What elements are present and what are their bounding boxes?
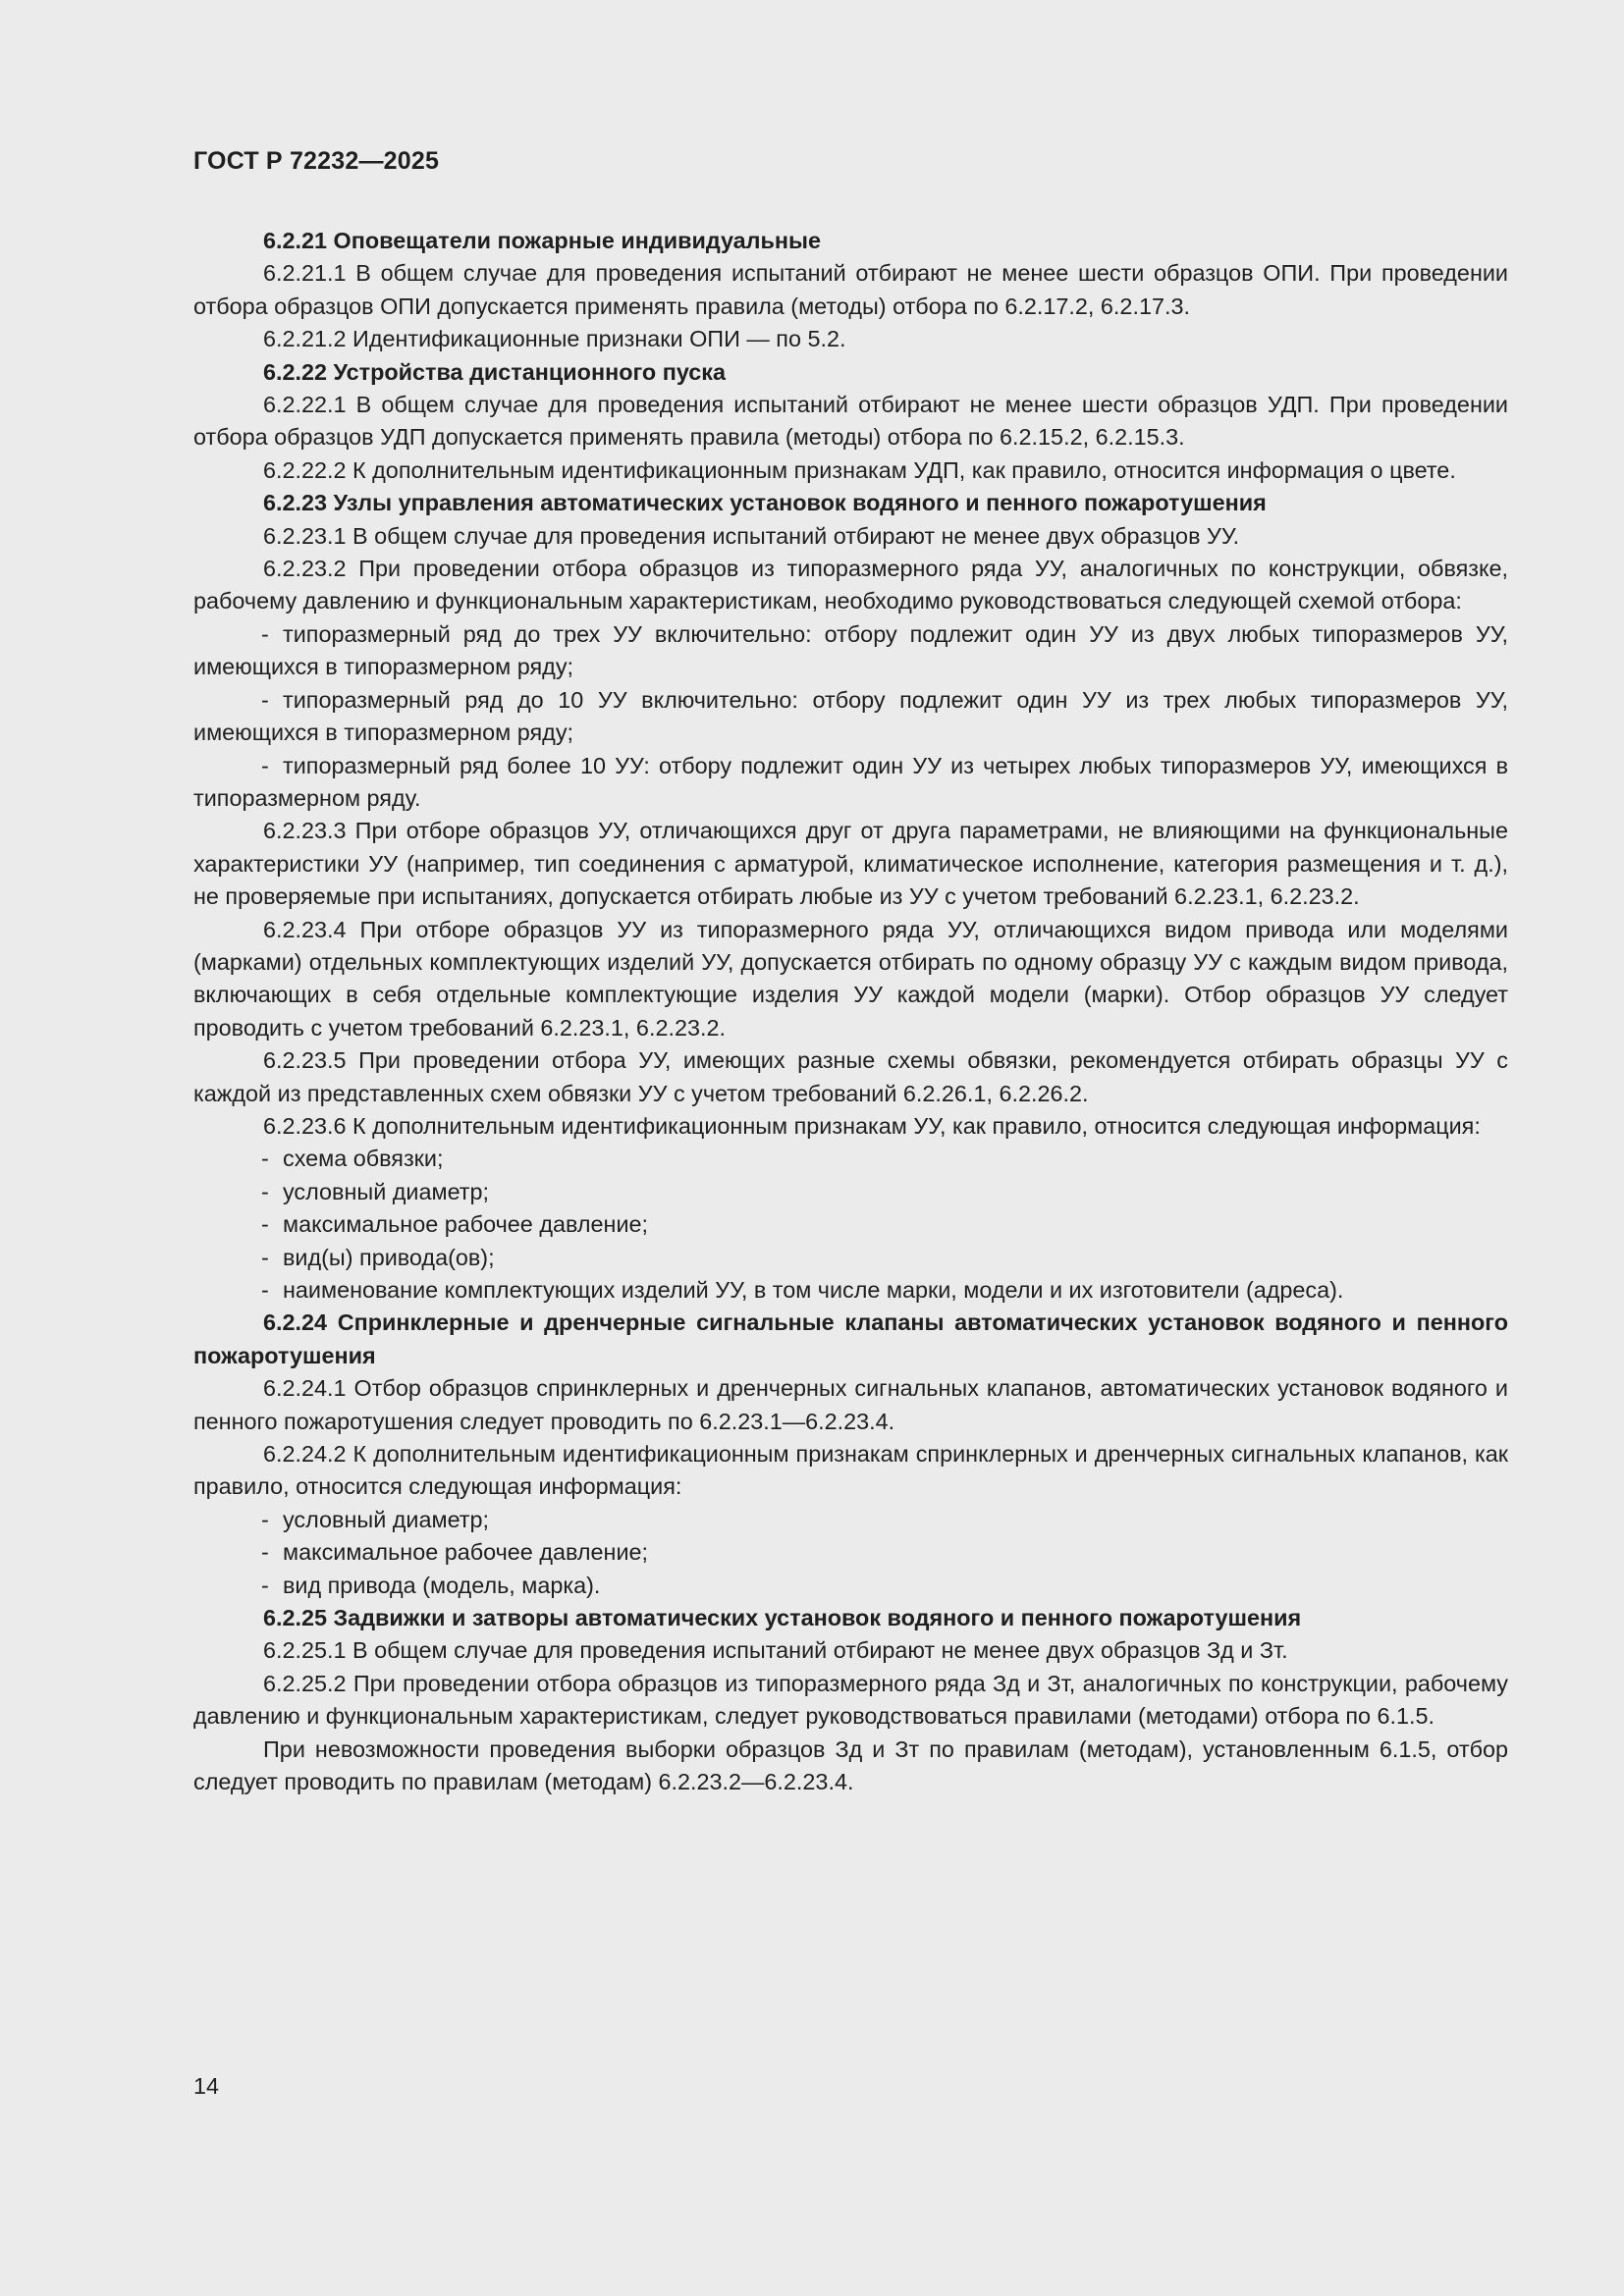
list-bullet: - [261, 620, 269, 647]
list-bullet: - [261, 1178, 269, 1204]
section-heading: 6.2.25 Задвижки и затворы автоматических установок водяного и пенного пожаротушения [263, 1605, 1302, 1631]
list-bullet: - [261, 1146, 269, 1172]
section-heading: 6.2.24 Спринклерные и дренчерные сигнальные клапаны автоматических установок водяного и пенного пожаротушения [193, 1309, 1508, 1368]
section-heading: 6.2.21 Оповещатели пожарные индивидуальные [263, 228, 822, 253]
body-paragraph: 6.2.21.2 Идентификационные признаки ОПИ — по 5.2. [263, 326, 846, 352]
list-item [193, 618, 1508, 684]
list-bullet: - [261, 752, 269, 778]
list-item [193, 1242, 1508, 1274]
body-paragraph: 6.2.24.2 К дополнительным идентификационным признакам спринклерных и дренчерных сигнальных клапанов, как правило, относится следующая информация: [193, 1441, 1508, 1500]
list-item-text: вид привода (модель, марка). [283, 1572, 601, 1598]
body-paragraph: 6.2.25.2 При проведении отбора образцов из типоразмерного ряда Зд и Зт, аналогичных по конструкции, рабочему давлению и функциональным характеристикам, следует руководствоваться правилами (методами) отбора по 6.1.5. [193, 1670, 1508, 1730]
list-bullet: - [261, 1244, 269, 1270]
list-item [193, 1208, 1508, 1241]
body-paragraph: 6.2.23.1 В общем случае для проведения испытаний отбирают не менее двух образцов УУ. [263, 522, 1240, 549]
body-paragraph: 6.2.23.4 При отборе образцов УУ из типоразмерного ряда УУ, отличающихся видом привода или моделями (марками) отдельных комплектующих изделий УУ, допускается отбирать по одному образцу УУ с каждым видом привода, включающих в себя отдельные комплектующие изделия УУ каждой модели (марки). Отбор образцов УУ следует проводить с учетом требований 6.2.23.1, 6.2.23.2. [193, 916, 1508, 1041]
list-item [193, 1143, 1508, 1175]
list-item-text: типоразмерный ряд до трех УУ включительно: отбору подлежит один УУ из двух любых типоразмеров УУ, имеющихся в типоразмерном ряду; [193, 620, 1508, 680]
section-heading: 6.2.23 Узлы управления автоматических установок водяного и пенного пожаротушения [263, 490, 1267, 516]
body-paragraph: 6.2.25.1 В общем случае для проведения испытаний отбирают не менее двух образцов Зд и Зт. [263, 1637, 1288, 1664]
list-item-text: максимальное рабочее давление; [283, 1539, 649, 1566]
section-heading: 6.2.22 Устройства дистанционного пуска [263, 358, 726, 385]
list-item [193, 684, 1508, 750]
list-item [193, 1570, 1508, 1602]
page-header: ГОСТ Р 72232—2025 [193, 147, 440, 175]
list-bullet: - [261, 1506, 269, 1532]
list-bullet: - [261, 1211, 269, 1238]
body-paragraph: 6.2.22.2 К дополнительным идентификационным признакам УДП, как правило, относится информация о цвете. [263, 456, 1456, 483]
body-paragraph: При невозможности проведения выборки образцов Зд и Зт по правилам (методам), установленным 6.1.5, отбор следует проводить по правилам (методам) 6.2.23.2—6.2.23.4. [193, 1735, 1508, 1795]
list-item-text: типоразмерный ряд до 10 УУ включительно: отбору подлежит один УУ из трех любых типоразмеров УУ, имеющихся в типоразмерном ряду; [193, 686, 1508, 746]
list-item [193, 1176, 1508, 1208]
list-item-text: схема обвязки; [283, 1146, 444, 1172]
list-item-text: максимальное рабочее давление; [283, 1211, 649, 1238]
body-paragraph: 6.2.22.1 В общем случае для проведения испытаний отбирают не менее шести образцов УДП. При проведении отбора образцов УДП допускается применять правила (методы) отбора по 6.2.15.2, 6.2.15.3. [193, 392, 1508, 451]
list-item-text: наименование комплектующих изделий УУ, в том числе марки, модели и их изготовители (адреса). [283, 1277, 1344, 1303]
body-paragraph: 6.2.23.5 При проведении отбора УУ, имеющих разные схемы обвязки, рекомендуется отбирать образцы УУ с каждой из представленных схем обвязки УУ с учетом требований 6.2.26.1, 6.2.26.2. [193, 1047, 1508, 1106]
body-paragraph: 6.2.21.1 В общем случае для проведения испытаний отбирают не менее шести образцов ОПИ. При проведении отбора образцов ОПИ допускается применять правила (методы) отбора по 6.2.17.2, 6.2.17.3. [193, 260, 1508, 319]
list-item-text: типоразмерный ряд более 10 УУ: отбору подлежит один УУ из четырех любых типоразмеров УУ, имеющихся в типоразмерном ряду. [193, 752, 1508, 811]
list-bullet: - [261, 1572, 269, 1598]
list-bullet: - [261, 1539, 269, 1566]
list-item-text: условный диаметр; [283, 1178, 490, 1204]
body-paragraph: 6.2.23.6 К дополнительным идентификационным признакам УУ, как правило, относится следующая информация: [263, 1112, 1481, 1139]
list-item [193, 1274, 1508, 1307]
body-paragraph: 6.2.23.3 При отборе образцов УУ, отличающихся друг от друга параметрами, не влияющими на функциональные характеристики УУ (например, тип соединения с арматурой, климатическое исполнение, категория размещения и т. д.), не проверяемые при испытаниях, допускается отбирать любые из УУ с учетом требований 6.2.23.1, 6.2.23.2. [193, 818, 1508, 910]
list-bullet: - [261, 686, 269, 713]
list-item [193, 1536, 1508, 1569]
list-item [193, 1504, 1508, 1536]
page-number: 14 [193, 2073, 220, 2099]
list-item-text: условный диаметр; [283, 1506, 490, 1532]
list-bullet: - [261, 1277, 269, 1303]
list-item [193, 750, 1508, 816]
list-item-text: вид(ы) привода(ов); [283, 1244, 495, 1270]
body-paragraph: 6.2.23.2 При проведении отбора образцов из типоразмерного ряда УУ, аналогичных по конструкции, обвязке, рабочему давлению и функциональным характеристикам, необходимо руководствоваться следующей схемой отбора: [193, 556, 1508, 614]
document-body [193, 225, 1508, 1799]
body-paragraph: 6.2.24.1 Отбор образцов спринклерных и дренчерных сигнальных клапанов, автоматических установок водяного и пенного пожаротушения следует проводить по 6.2.23.1—6.2.23.4. [193, 1375, 1508, 1434]
